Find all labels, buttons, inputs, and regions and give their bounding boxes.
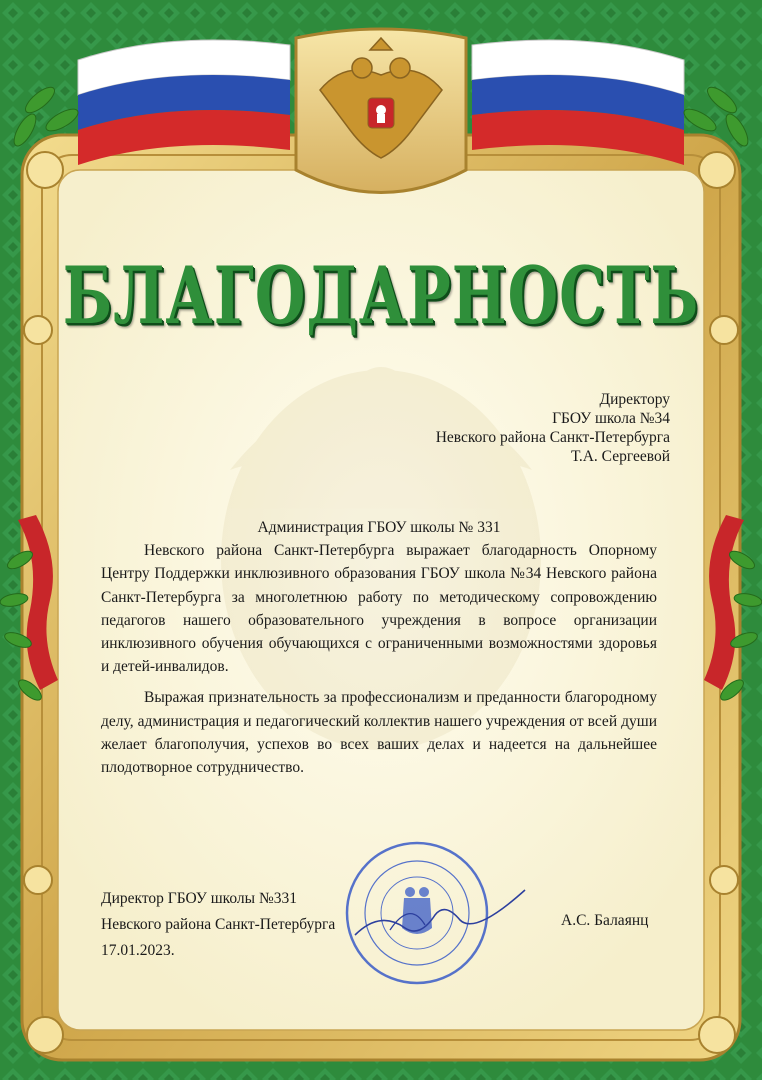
signature-line: Невского района Санкт-Петербурга — [101, 916, 336, 933]
letter-paragraph: Невского района Санкт-Петербурга выражает благодарность Опорному Центру Поддержки инклюзивного образования ГБОУ школа №34 Невского района Санкт-Петербурга за многолетнюю работу по методическому сопровождению педагогов нашего образовательного учреждения в вопросе организации инклюзивного обучения обучающихся с ограниченными возможностями здоровья и детей-инвалидов. — [101, 542, 657, 676]
recipient-block — [436, 390, 670, 466]
recipient-line: Директору — [599, 391, 670, 408]
signature-date: 17.01.2023. — [101, 942, 175, 959]
letter-paragraph: Выражая признательность за профессионализм и преданности благородному делу, администрация и педагогический коллектив нашего учреждения от всей души желает благополучия, успехов во всех ваших делах и надеется на дальнейшее плодотворное сотрудничество. — [101, 689, 657, 777]
signer-name: А.С. Балаянц — [561, 912, 649, 929]
signature-block — [101, 886, 335, 964]
certificate-title: БЛАГОДАРНОСТЬ — [62, 250, 700, 342]
coat-of-arms — [296, 29, 466, 193]
recipient-line: Т.А. Сергеевой — [570, 448, 670, 465]
handwritten-signature — [350, 880, 530, 950]
recipient-line: ГБОУ школа №34 — [552, 410, 670, 427]
recipient-line: Невского района Санкт-Петербурга — [435, 429, 670, 446]
signature-line: Директор ГБОУ школы №331 — [101, 890, 297, 907]
letter-heading: Администрация ГБОУ школы № 331 — [257, 519, 501, 536]
letter-body — [101, 516, 657, 779]
